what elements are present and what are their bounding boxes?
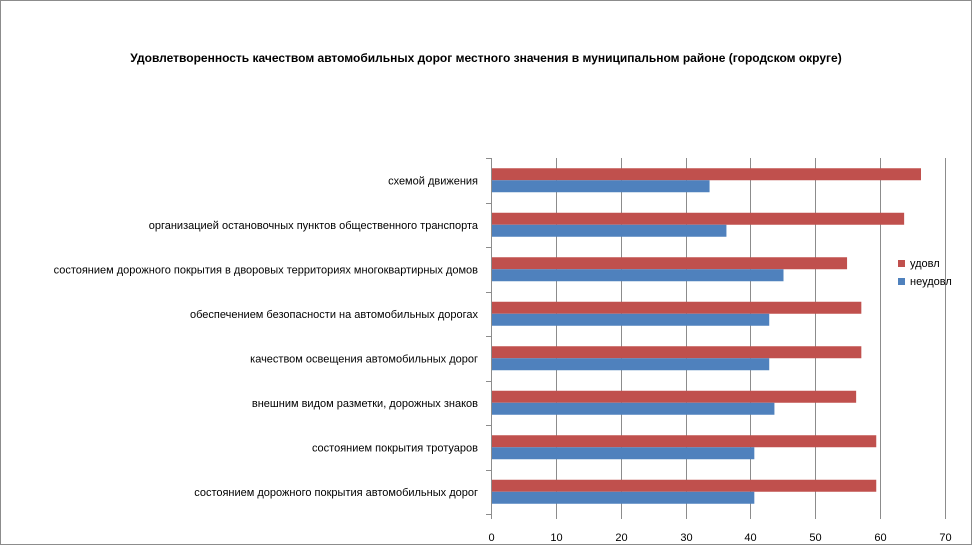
legend-swatch	[898, 278, 905, 285]
bar-udovl	[492, 168, 921, 180]
legend-label: удовл	[910, 258, 940, 270]
bar-neudovl	[492, 225, 726, 237]
x-tick-label: 0	[488, 532, 495, 544]
x-tick-label: 50	[809, 532, 822, 544]
x-tick-label: 10	[550, 532, 563, 544]
bar-udovl	[492, 480, 876, 492]
bar-neudovl	[492, 492, 754, 504]
bar-udovl	[492, 257, 847, 269]
category-label: организацией остановочных пунктов общественного транспорта	[148, 219, 478, 232]
category-label: внешним видом разметки, дорожных знаков	[251, 397, 478, 410]
bar-udovl	[492, 346, 861, 358]
category-label: состоянием дорожного покрытия в дворовых территориях многоквартирных домов	[53, 264, 478, 277]
legend-swatch	[898, 260, 905, 267]
bar-neudovl	[492, 358, 769, 370]
category-label: схемой движения	[388, 175, 478, 188]
bar-udovl	[492, 213, 904, 225]
bar-udovl	[492, 302, 861, 314]
x-tick-label: 20	[615, 532, 628, 544]
x-tick-label: 70	[939, 532, 952, 544]
bar-neudovl	[492, 314, 769, 326]
category-label: качеством освещения автомобильных дорог	[250, 353, 478, 366]
bar-udovl	[492, 435, 876, 447]
bar-neudovl	[492, 180, 710, 192]
bar-neudovl	[492, 269, 784, 281]
category-label: состоянием покрытия тротуаров	[311, 442, 478, 455]
legend-label: неудовл	[910, 276, 952, 288]
x-tick-label: 30	[680, 532, 693, 544]
category-label: обеспечением безопасности на автомобильных дорогах	[190, 308, 478, 321]
chart-title: Удовлетворенность качеством автомобильных дорог местного значения в муниципальном районе (городском округе)	[130, 51, 842, 65]
bar-udovl	[492, 391, 856, 403]
x-tick-label: 40	[744, 532, 757, 544]
x-tick-label: 60	[874, 532, 887, 544]
bar-neudovl	[492, 447, 754, 459]
category-label: состоянием дорожного покрытия автомобильных дорог	[194, 486, 478, 499]
bar-neudovl	[492, 403, 774, 415]
